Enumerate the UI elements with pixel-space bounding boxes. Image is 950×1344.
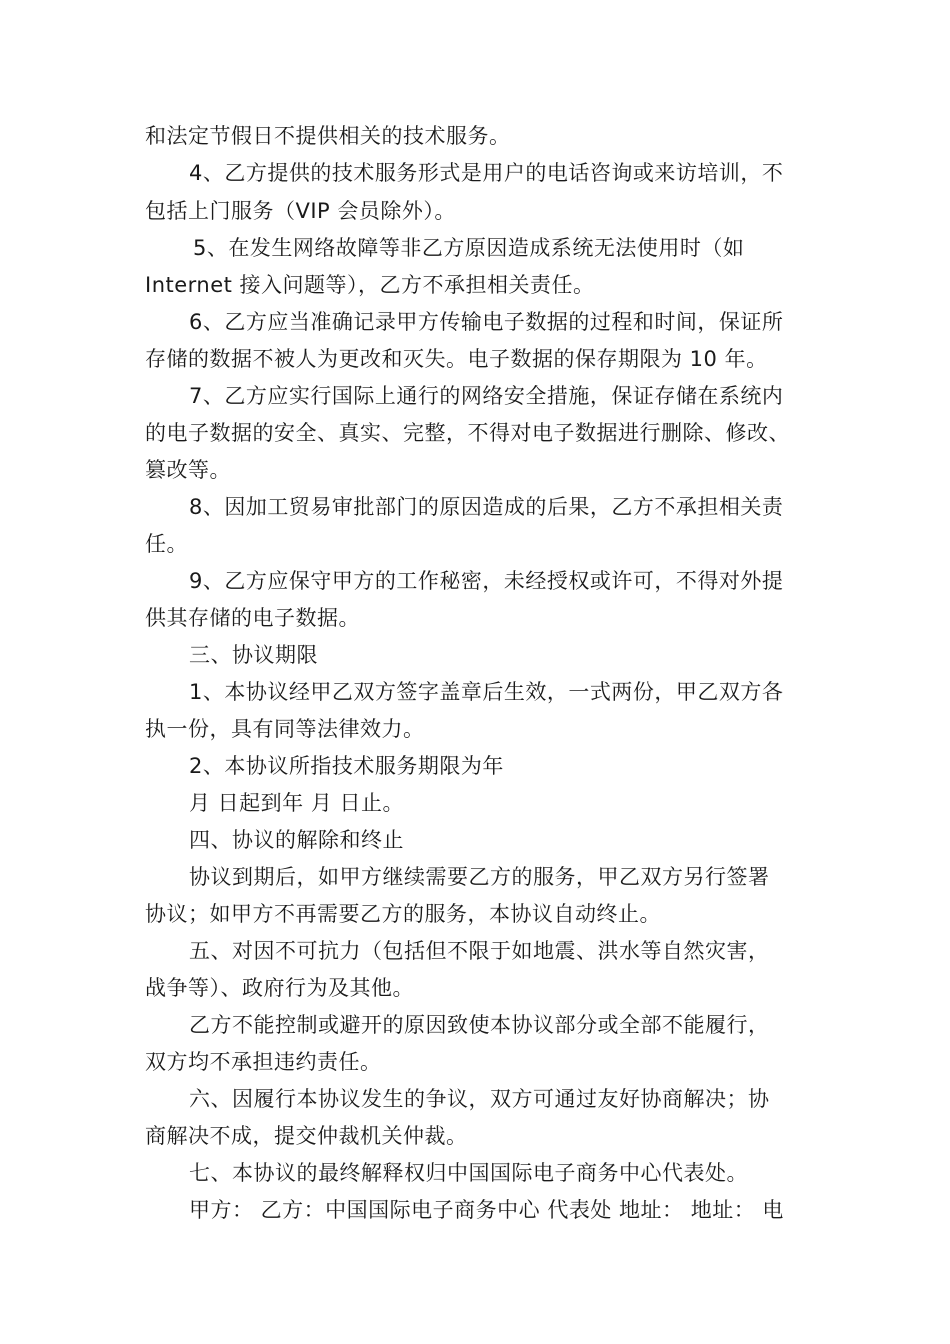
paragraph-line: 的电子数据的安全、真实、完整，不得对电子数据进行删除、修改、 xyxy=(145,421,790,445)
paragraph-line: 任。 xyxy=(145,532,188,556)
section-heading: 三、协议期限 xyxy=(189,643,318,667)
paragraph-line: 月 日起到年 月 日止。 xyxy=(189,791,405,815)
paragraph-line: 1、本协议经甲乙双方签字盖章后生效，一式两份，甲乙双方各 xyxy=(189,680,784,704)
section-heading: 六、因履行本协议发生的争议，双方可通过友好协商解决；协 xyxy=(189,1087,770,1111)
paragraph-line: 存储的数据不被人为更改和灭失。电子数据的保存期限为 10 年。 xyxy=(145,347,768,371)
paragraph-line: 8、因加工贸易审批部门的原因造成的后果，乙方不承担相关责 xyxy=(189,495,784,519)
signature-line: 甲方： 乙方：中国国际电子商务中心 代表处 地址： 地址： 电 xyxy=(189,1198,784,1222)
paragraph-line: 4、乙方提供的技术服务形式是用户的电话咨询或来访培训，不 xyxy=(189,161,784,185)
paragraph-line: 战争等）、政府行为及其他。 xyxy=(145,976,414,1000)
paragraph-line: 双方均不承担违约责任。 xyxy=(145,1050,382,1074)
paragraph-line: 协议；如甲方不再需要乙方的服务，本协议自动终止。 xyxy=(145,902,661,926)
paragraph-line: 包括上门服务（VIP 会员除外）。 xyxy=(145,199,456,223)
paragraph-line: 商解决不成，提交仲裁机关仲裁。 xyxy=(145,1124,468,1148)
paragraph-line: 篡改等。 xyxy=(145,458,231,482)
section-heading: 五、对因不可抗力（包括但不限于如地震、洪水等自然灾害， xyxy=(189,939,770,963)
paragraph-line: 执一份，具有同等法律效力。 xyxy=(145,717,425,741)
paragraph-line: 9、乙方应保守甲方的工作秘密，未经授权或许可，不得对外提 xyxy=(189,569,784,593)
paragraph-line: 协议到期后，如甲方继续需要乙方的服务，甲乙双方另行签署 xyxy=(189,865,770,889)
paragraph-line: 6、乙方应当准确记录甲方传输电子数据的过程和时间，保证所 xyxy=(189,310,784,334)
paragraph-line: 供其存储的电子数据。 xyxy=(145,606,360,630)
paragraph-line: 2、本协议所指技术服务期限为年 xyxy=(189,754,504,778)
section-heading: 四、协议的解除和终止 xyxy=(189,828,404,852)
paragraph-line: 乙方不能控制或避开的原因致使本协议部分或全部不能履行， xyxy=(189,1013,770,1037)
section-heading: 七、本协议的最终解释权归中国国际电子商务中心代表处。 xyxy=(189,1161,748,1185)
paragraph-line: 和法定节假日不提供相关的技术服务。 xyxy=(145,124,511,148)
paragraph-line: 7、乙方应实行国际上通行的网络安全措施，保证存储在系统内 xyxy=(189,384,784,408)
paragraph-line: 5、在发生网络故障等非乙方原因造成系统无法使用时（如 xyxy=(193,236,745,260)
paragraph-line: Internet 接入问题等），乙方不承担相关责任。 xyxy=(145,273,595,297)
